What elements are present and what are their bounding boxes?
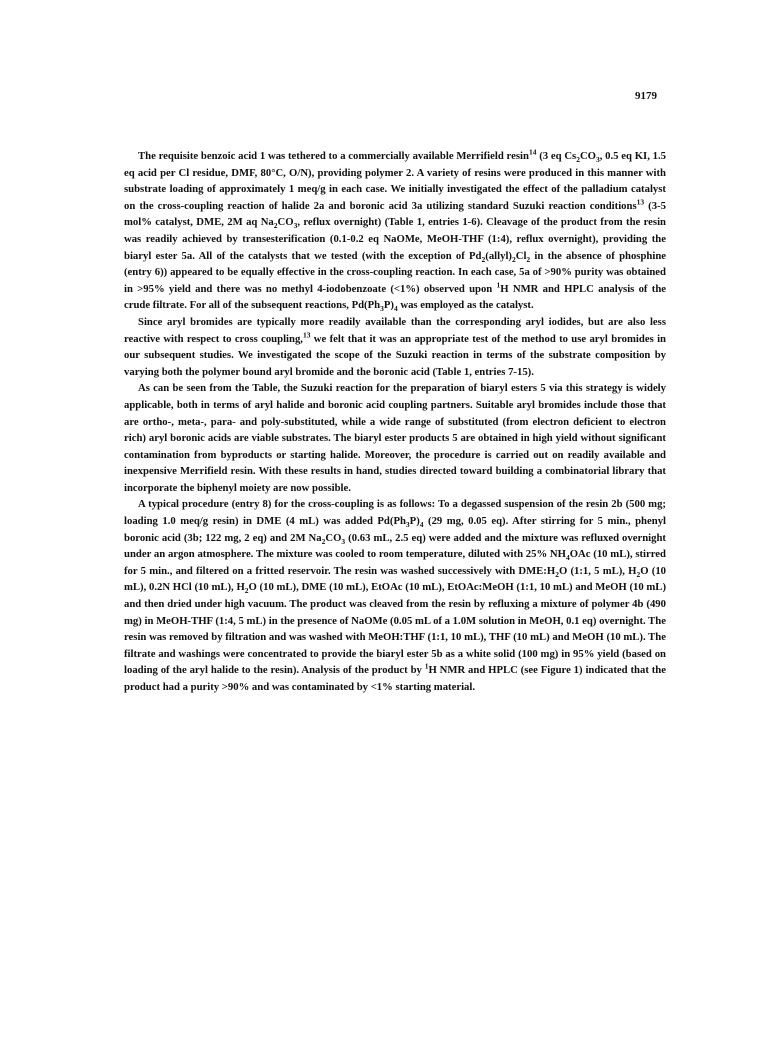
text-segment: 2 — [511, 254, 516, 264]
text-segment: 13 — [302, 329, 311, 339]
text-segment: 14 — [528, 147, 537, 157]
text-segment: P) — [383, 299, 394, 312]
text-segment: (0.63 mL, 2.5 eq) were added and the mixture was refluxed overnight under an argon atmosphere. The mixture was cooled to room temperature, diluted with 25% NH — [124, 531, 666, 561]
paragraph-1 — [124, 148, 666, 314]
text-segment: 3 — [595, 155, 600, 165]
paragraph-2 — [124, 314, 666, 380]
text-segment: O (10 mL), 0.2N HCl (10 mL), H — [124, 564, 667, 594]
text-segment: H NMR and HPLC (see Figure 1) indicated that the product had a purity >90% and was contaminated by <1% starting material. — [124, 664, 666, 693]
text-segment: 3 — [341, 536, 346, 546]
text-segment: As can be seen from the Table, the Suzuki reaction for the preparation of biaryl esters 5 via this strategy is widely applicable, both in terms of aryl halide and boronic acid coupling partners. Suitable aryl bromides include those that are ortho-, meta-, para- and poly-substituted, while a wide range of substituted (from electron deficient to electron rich) aryl boronic acids are viable substrates. The biaryl ester products 5 are obtained in high yield without significant contamination from byproducts or starting halide. Moreover, the procedure is carried out on readily available and inexpensive Merrifield resin. With these results in hand, studies directed toward building a combinatorial library that incorporate the biphenyl moiety are now possible. — [124, 382, 666, 494]
text-segment: (3 eq Cs — [536, 150, 577, 162]
text-segment: 2 — [555, 569, 559, 579]
page-number: 9179 — [635, 90, 657, 102]
text-segment: 3 — [380, 304, 384, 314]
text-segment: OAc (10 mL), stirred for 5 min., and filtered on a fritted reservoir. The resin was washed successively with DME:H — [124, 548, 666, 577]
text-segment: 2 — [321, 536, 326, 546]
text-segment: 3 — [405, 520, 410, 530]
text-segment: , 0.5 eq KI, 1.5 eq acid per Cl residue, DMF, 80°C, O/N), providing polymer 2. A variety of resins were produced in this manner with substrate loading of approximately 1 meq/g in each case. We initially investigated the effect of the palladium catalyst on the cross-coupling reaction of halide 2a and boronic acid 3a utilizing standard Suzuki reaction conditions — [124, 150, 667, 212]
text-segment: O (10 mL), DME (10 mL), EtOAc (10 mL), EtOAc:MeOH (1:1, 10 mL) and MeOH (10 mL) and then dried under high vacuum. The product was cleaved from the resin by refluxing a mixture of polymer 4b (490 mg) in MeOH-THF (1:4, 5 mL) in the presence of NaOMe (0.05 mL of a 1.0M solution in MeOH, 0.1 eq) overnight. The resin was removed by filtration and was washed with MeOH:THF (1:1, 10 mL), THF (10 mL) and MeOH (10 mL). The filtrate and washings were concentrated to provide the biaryl ester 5b as a white solid (100 mg) in 95% yield (based on loading of the aryl halide to the resin). Analysis of the product by — [124, 581, 666, 677]
text-segment: 2 — [244, 586, 249, 596]
text-segment: , reflux overnight) (Table 1, entries 1-6). Cleavage of the product from the resin was readily achieved by transesterification (0.1-0.2 eq NaOMe, MeOH-THF (1:4), reflux overnight), providing the biaryl ester 5a. All of the catalysts that we tested (with the exception of Pd — [124, 216, 666, 262]
text-segment: 2 — [273, 221, 278, 231]
text-segment: we felt that it was an appropriate test of the method to use aryl bromides in our subsequent studies. We investigated the scope of the Suzuki reaction in terms of the substrate composition by varying both the polymer bound aryl bromide and the boronic acid (Table 1, entries 7-15). — [124, 332, 666, 378]
text-segment: P) — [409, 515, 420, 528]
text-segment: CO — [277, 216, 294, 229]
text-segment: 2 — [481, 254, 486, 264]
text-segment: Since aryl bromides are typically more readily available than the corresponding aryl iodides, but are also less reactive with respect to cross coupling, — [124, 315, 666, 345]
text-segment: 3 — [293, 221, 298, 231]
text-segment: in the absence of phosphine (entry 6)) appeared to be equally effective in the cross-coupling reaction. In each case, 5a of >90% purity was obtained in >95% yield and there was no methyl 4-iodobenzoate (<1%) observed upon — [124, 249, 667, 295]
text-segment: 2 — [526, 254, 531, 264]
body-text — [124, 148, 666, 696]
text-segment: 2 — [636, 569, 641, 579]
text-segment: 4 — [419, 520, 424, 530]
text-segment: was employed as the catalyst. — [397, 299, 534, 312]
text-segment: 4 — [393, 304, 398, 314]
text-segment: 1 — [424, 661, 429, 671]
text-segment: CO — [579, 150, 596, 162]
text-segment: The requisite benzoic acid 1 was tethered to a commercially available Merrifield resin — [138, 150, 529, 162]
text-segment: 1 — [496, 280, 501, 290]
text-segment: (29 mg, 0.05 eq). After stirring for 5 min., phenyl boronic acid (3b; 122 mg, 2 eq) and 2M Na — [124, 515, 667, 544]
text-segment: (allyl) — [485, 249, 512, 262]
text-segment: A typical procedure (entry 8) for the cross-coupling is as follows: To a degassed suspension of the resin 2b (500 mg; loading 1.0 meq/g resin) in DME (4 mL) was added Pd(Ph — [124, 498, 666, 528]
text-segment: CO — [325, 531, 342, 544]
text-segment: Cl — [515, 249, 527, 262]
text-segment: O (1:1, 5 mL), H — [558, 564, 637, 577]
paragraph-4 — [124, 496, 666, 695]
text-segment: 13 — [636, 197, 645, 207]
paragraph-3 — [124, 380, 666, 496]
text-segment: 2 — [576, 155, 580, 165]
text-segment: 4 — [565, 553, 570, 563]
text-segment: (3-5 mol% catalyst, DME, 2M aq Na — [124, 199, 666, 229]
text-segment: H NMR and HPLC analysis of the crude filtrate. For all of the subsequent reactions, Pd(Ph — [124, 282, 667, 312]
